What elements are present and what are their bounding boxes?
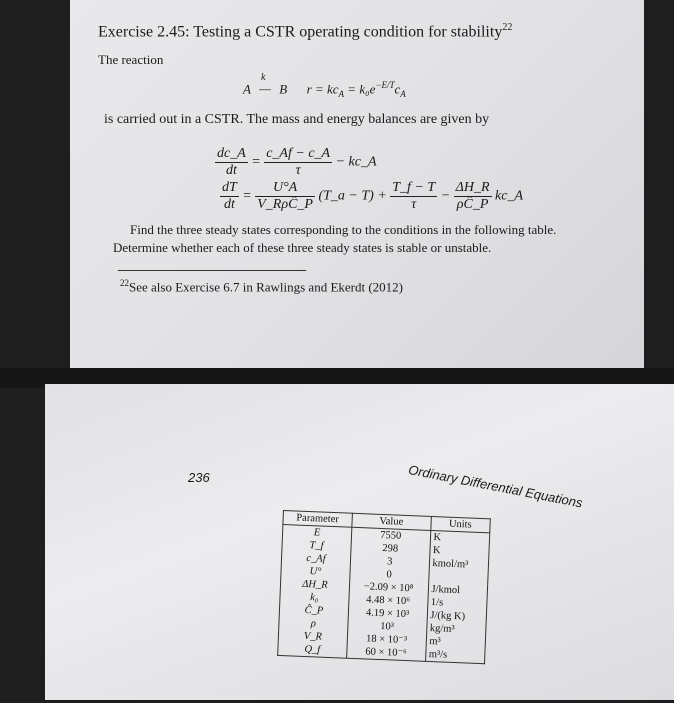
units-cell: K [429, 544, 489, 559]
running-header: Ordinary Differential Equations [407, 462, 584, 511]
energy-balance-equation: $\frac{dT}{dt}$ = $\frac{U^\circ A}{\text{V\_RρĈ\_P}}$ (T_a − T) + $\frac{T\_f - T}{\tau}$ − $\frac{\Delta H\_R}{\rho Ĉ\_P}$ kc_A [222, 180, 524, 212]
param-cell: ΔH_R [280, 577, 349, 593]
value-cell: −2.09 × 10⁸ [349, 580, 428, 596]
reaction-equation: A k — B $r = kc_A = k_0e^{-E/T}c_A$ [243, 72, 406, 99]
footnote: $^{22}$See also Exercise 6.7 in Rawlings and Ekerdt (2012) [120, 278, 404, 295]
units-cell: kmol/m³ [429, 557, 489, 572]
value-cell: 18 × 10⁻³ [347, 632, 426, 648]
units-cell: m³/s [425, 648, 485, 664]
value-cell: 7550 [351, 527, 430, 544]
value-cell: 4.48 × 10⁶ [349, 593, 428, 609]
units-cell: m³ [426, 635, 486, 650]
column-header: Units [430, 516, 490, 532]
param-cell: Q_f [278, 642, 347, 658]
value-cell: 298 [351, 541, 430, 557]
value-cell: 4.19 × 10³ [348, 606, 427, 622]
units-cell: kg/m³ [426, 622, 486, 637]
param-cell: ρ [279, 616, 348, 632]
units-cell: K [430, 530, 490, 546]
value-cell: 0 [350, 567, 429, 583]
footnote-rule [118, 270, 306, 271]
page-number: 236 [188, 470, 210, 485]
instruction-line-1: Find the three steady states corresponding to the conditions in the following table. [130, 222, 557, 237]
value-cell: 3 [350, 554, 429, 570]
param-cell: E [282, 525, 351, 541]
parameter-table [276, 510, 491, 703]
exercise-title: Exercise 2.45: Testing a CSTR operating condition for stability$^{22}$ [98, 22, 513, 41]
table-body [278, 525, 490, 664]
balances-intro: is carried out in a CSTR. The mass and energy balances are given by [104, 112, 490, 127]
param-cell: Ĉ_P [279, 603, 348, 619]
units-cell: J/kmol [428, 583, 488, 598]
reaction-intro: The reaction [98, 52, 164, 67]
param-cell: c_Af [281, 551, 350, 567]
column-header: Parameter [283, 511, 352, 528]
param-cell: k₀ [280, 590, 349, 606]
value-cell: 10³ [347, 619, 426, 635]
column-header: Value [352, 513, 431, 530]
param-cell: U° [281, 564, 350, 580]
mass-balance-equation: $\frac{dc\_A}{dt}$ = $\frac{c\_Af - c\_A}{\tau}$ − kc_A [217, 146, 377, 178]
param-cell: V_R [278, 629, 347, 645]
units-cell: J/(kg K) [427, 609, 487, 624]
units-cell: 1/s [427, 596, 487, 611]
instruction-line-2: Determine whether each of these three steady states is stable or unstable. [113, 240, 492, 255]
param-cell: T_f [282, 538, 351, 554]
value-cell: 60 × 10⁻⁶ [346, 645, 425, 662]
